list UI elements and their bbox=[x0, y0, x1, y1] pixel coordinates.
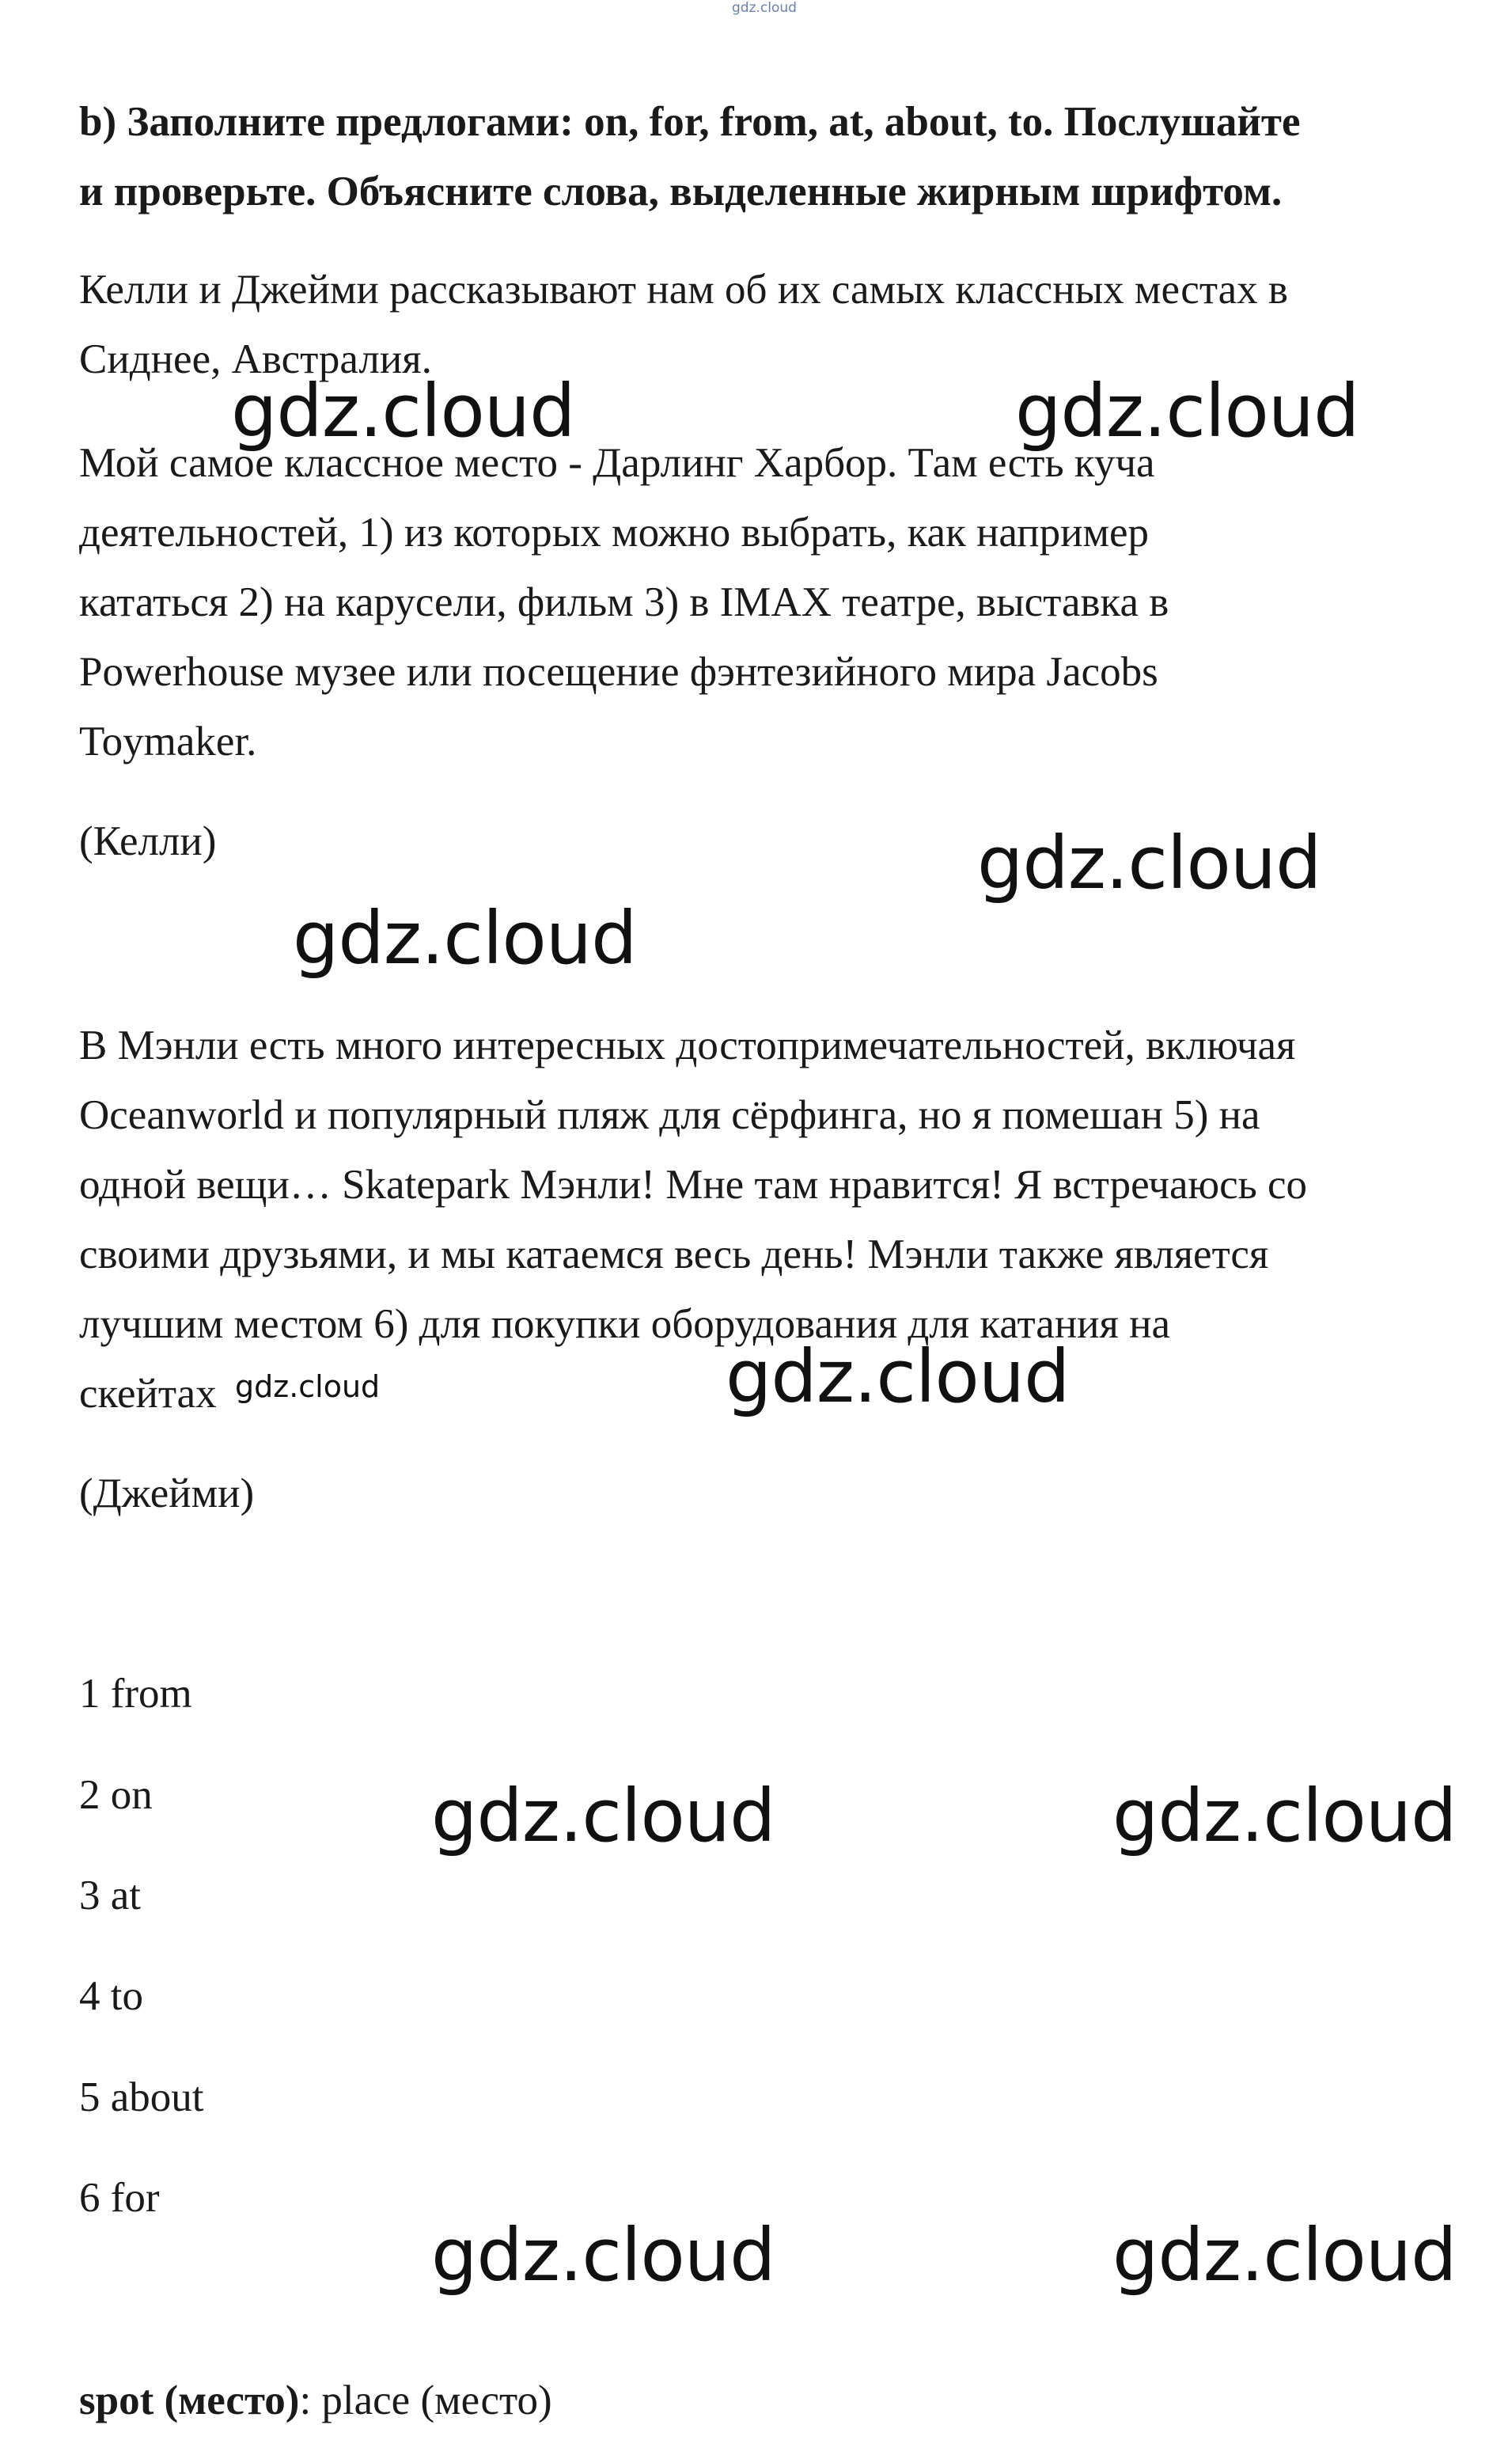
jamie-signature: (Джейми) bbox=[79, 1470, 255, 1516]
jamie-line-4: своими друзьями, и мы катаемся весь день! Мэнли также является bbox=[79, 1231, 1269, 1277]
vocab-entry bbox=[79, 2377, 552, 2424]
kelly-line-1: Мой самое классное место - Дарлинг Харбор. Там есть куча bbox=[79, 440, 1155, 486]
intro-line-1: Келли и Джейми рассказывают нам об их самых классных местах в bbox=[79, 267, 1288, 313]
answer-item: 4 to bbox=[79, 1973, 143, 2019]
vocab-definition: : place (место) bbox=[299, 2377, 552, 2423]
watermark: gdz.cloud bbox=[431, 1774, 775, 1858]
answer-item: 1 from bbox=[79, 1671, 192, 1717]
vocab-term: spot (место) bbox=[79, 2377, 300, 2423]
jamie-line-6: скейтах bbox=[79, 1371, 217, 1417]
kelly-line-5: Toymaker. bbox=[79, 719, 257, 765]
jamie-line-3: одной вещи… Skatepark Мэнли! Мне там нравится! Я встречаюсь со bbox=[79, 1162, 1308, 1208]
jamie-line-1: В Мэнли есть много интересных достопримечательностей, включая bbox=[79, 1023, 1296, 1068]
jamie-line-5: лучшим местом 6) для покупки оборудования для катания на bbox=[79, 1301, 1171, 1347]
top-watermark: gdz.cloud bbox=[732, 0, 797, 16]
kelly-line-2: деятельностей, 1) из которых можно выбрать, как например bbox=[79, 510, 1150, 556]
watermark: gdz.cloud bbox=[431, 2213, 775, 2298]
intro-line-2: Сиднее, Австралия. bbox=[79, 336, 432, 382]
answer-item: 5 about bbox=[79, 2074, 204, 2120]
watermark: gdz.cloud bbox=[977, 821, 1321, 905]
task-heading-line-2: и проверьте. Объясните слова, выделенные жирным шрифтом. bbox=[79, 169, 1283, 214]
kelly-signature: (Келли) bbox=[79, 818, 217, 864]
answer-item: 6 for bbox=[79, 2175, 160, 2221]
answer-item: 3 at bbox=[79, 1873, 141, 1918]
watermark: gdz.cloud bbox=[293, 896, 637, 981]
watermark: gdz.cloud bbox=[726, 1334, 1070, 1419]
watermark-small: gdz.cloud bbox=[235, 1369, 381, 1404]
watermark: gdz.cloud bbox=[1112, 1774, 1457, 1858]
kelly-line-3: кататься 2) на карусели, фильм 3) в IMAX театре, выставка в bbox=[79, 579, 1169, 625]
watermark: gdz.cloud bbox=[231, 369, 575, 453]
task-heading-line-1: b) Заполните предлогами: on, for, from, at, about, to. Послушайте bbox=[79, 99, 1301, 145]
watermark: gdz.cloud bbox=[1015, 369, 1359, 453]
watermark: gdz.cloud bbox=[1112, 2213, 1457, 2298]
kelly-line-4: Powerhouse музее или посещение фэнтезийного мира Jacobs bbox=[79, 649, 1158, 695]
answer-item: 2 on bbox=[79, 1772, 153, 1818]
jamie-line-2: Oceanworld и популярный пляж для сёрфинга, но я помешан 5) на bbox=[79, 1092, 1260, 1138]
